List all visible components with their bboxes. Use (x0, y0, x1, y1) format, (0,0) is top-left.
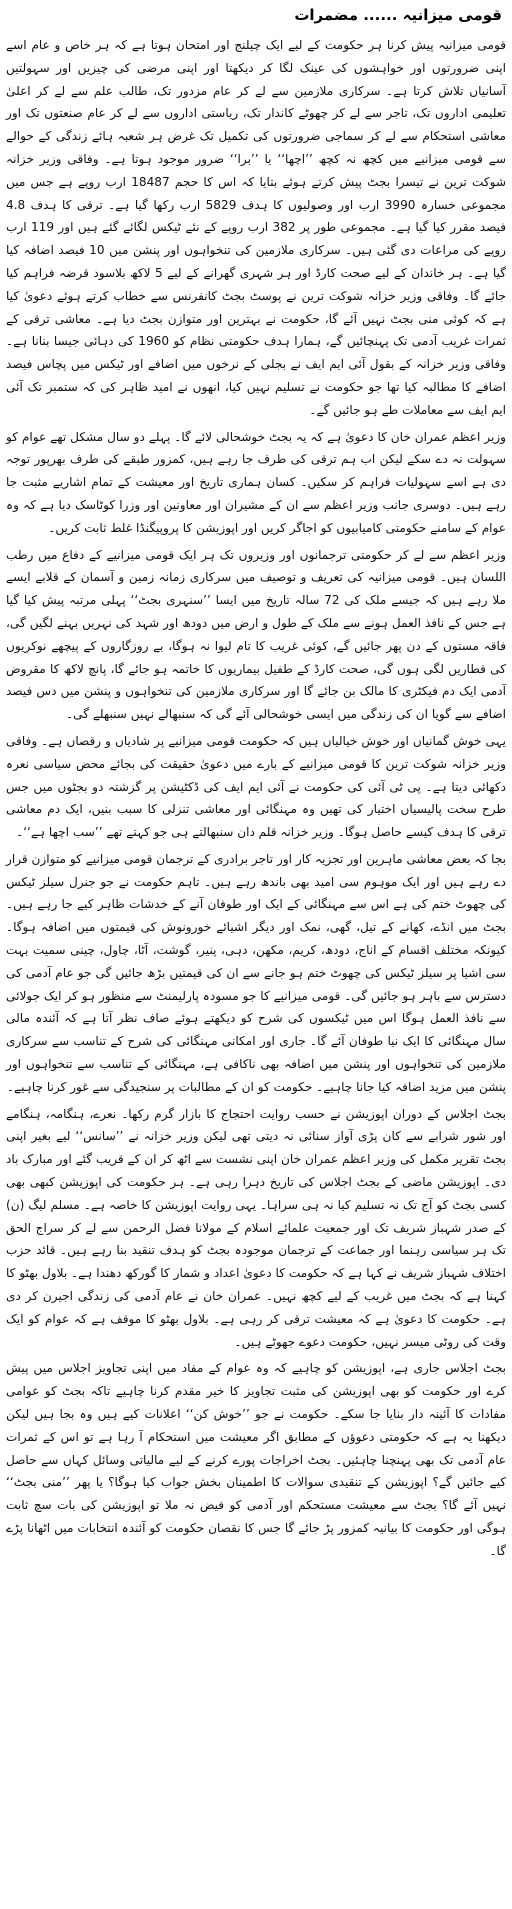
paragraph-6: بجٹ اجلاس کے دوران اپوزیشن نے حسب روایت احتجاج کا بازار گرم رکھا۔ نعرے، ہنگامہ، ہنگامے اور شور شرابے سے کان پڑی آواز سنائی نہ دیتی تھی لیکن وزیر خزانہ نے ’’سانس‘‘ لیے بغیر اپنی بجٹ تقریر مکمل کی وزیر اعظم عمران خان اپنی نشست سے اٹھ کر ان کے قریب گئے اور مبارک باد دی۔ اپوزیشن ماضی کے بجٹ اجلاس کی تاریخ دہرا رہی ہے۔ ہر حکومت کی اپوزیشن کبھی بھی کسی بجٹ کو آج تک نہ تسلیم کیا نہ ہی سراہا۔ یہی روایت اپوزیشن کا خاصہ ہے۔ مسلم لیگ (ن) کے صدر شہباز شریف تک اور جمعیت علمائے اسلام کے مولانا فضل الرحمن سے لے کر سراج الحق تک ہر سیاسی رہنما اور جماعت کے ترجمان موجودہ بجٹ کو ہدف تنقید بنا رہے ہیں۔ قائد حزب اختلاف شہباز شریف نے کہا ہے کہ حکومت کا دعویٰ اعداد و شمار کا گورکھ دھندا ہے۔ بلاول بھٹو کا کہنا ہے کہ بجٹ میں غریب کے لیے کچھ نہیں۔ عمران خان نے عام آدمی کی زندگی اجیرن کر دی ہے۔ حکومت کا دعویٰ ہے کہ معیشت ترقی کر رہی ہے۔ بلاول بھٹو کا موقف ہے کہ عوام کو ایک وقت کی روٹی میسر نہیں، حکومت دعوے جھوٹے ہیں۔ (6, 1106, 506, 1349)
paragraph-2: وزیر اعظم عمران خان کا دعویٰ ہے کہ یہ بجٹ خوشحالی لائے گا۔ پہلے دو سال مشکل تھے عوام کو سہولت نہ دے سکے لیکن اب ہم ترقی کی طرف جا رہے ہیں، کمزور طبقے کی طرف بھرپور توجہ دی ہے اسے سہولیات فراہم کر سکیں۔ کسان ہماری تاریخ اور معیشت کے تمام اشاریے مثبت جا رہے ہیں۔ دوسری جانب وزیر اعظم سے ان کے مشیران اور معاونین اور وزرا کوٹاسک دیا ہے کہ وہ عوام کے سامنے حکومتی کامیابیوں کو اجاگر کریں اور اپوزیشن کا پروپیگنڈا غلط ثابت کریں۔ (6, 429, 506, 535)
paragraph-4: یہی خوش گمانیاں اور خوش خیالیاں ہیں کہ حکومت قومی میزانیے پر شادیاں و رقصاں ہے۔ وفاقی وزیر خزانہ شوکت ترین کا قومی میزانیے کے بارے میں دعویٰ حقیقت کی بجائے محض سیاسی نعرہ دکھائی دیتا ہے۔ پی ٹی آئی کی حکومت نے آئی ایم ایف کی ڈکٹیشن پر گزشتہ دو بجٹوں میں جس طرح سخت پالیسیاں اختیار کی تھیں وہ مہنگائی اور معاشی تنزلی کا سبب بنیں، ایک دم معاشی ترقی کا ہدف کیسے حاصل ہوگا۔ وزیر خزانہ قلم دان سنبھالتے ہی جو کہتے تھے ’’سب اچھا ہے‘‘۔ (6, 733, 506, 840)
paragraph-1: قومی میزانیہ پیش کرنا ہر حکومت کے لیے ایک چیلنج اور امتحان ہوتا ہے کہ ہر خاص و عام اسے اپنی ضرورتوں اور خواہشوں کی عینک لگا کر دیکھتا اور اپنی مرضی کی چیزیں اور سہولتیں آسانیاں تلاش کرتا ہے۔ سرکاری ملازمین سے لے کر عام مزدور تک، طالب علم سے لے کر اعلیٰ تعلیمی اداروں تک، تاجر سے لے کر چھوٹے کاندار تک، ریاستی اداروں سے لے کر عام صنعتوں تک اور معاشی استحکام سے لے کر سماجی ضرورتوں کی تکمیل تک غرض ہر شعبہ ہائے زندگی کے حوالے سے قومی میزانیے میں کچھ نہ کچھ ’’اچھا‘‘ یا ’’برا‘‘ ضرور موجود ہوتا ہے۔ وفاقی وزیر خزانہ شوکت ترین نے تیسرا بجٹ پیش کرتے ہوئے بتایا کہ اس کا حجم 18487 ارب روپے ہے جس میں مجموعی خسارہ 3990 ارب اور وصولیوں کا ہدف 5829 ارب رکھا گیا ہے۔ ترقی کا ہدف 4.8 فیصد مقرر کیا گیا ہے۔ مجموعی طور پر 382 ارب روپے کے نئے ٹیکس لگائے گئے ہیں اور 119 ارب روپے کی مراعات دی گئی ہیں۔ سرکاری ملازمین کی تنخواہوں اور پنشن میں 10 فیصد اضافہ کیا گیا ہے۔ ہر خاندان کے لیے صحت کارڈ اور ہر شہری گھرانے کے لیے 5 لاکھ بلاسود قرضہ فراہم کیا جائے گا۔ وفاقی وزیر خزانہ شوکت ترین نے پوسٹ بجٹ کانفرنس سے خطاب کرتے ہوئے دعویٰ کیا ہے کہ کوئی منی بجٹ نہیں آئے گا، حکومت نے بہترین اور متوازن بجٹ دیا ہے۔ معاشی ترقی کے ثمرات غریب آدمی تک پہنچائیں گے، ہمارا ہدف حکومتی نظام کو 1960 کی دہائی جیسا بنانا ہے۔ وفاقی وزیر خزانہ کے بقول آئی ایم ایف نے بجلی کے نرخوں میں اضافے اور ٹیکس میں پچاس فیصد اضافے کا مطالبہ کیا تھا جو حکومت نے تسلیم نہیں کیا، انھوں نے امید ظاہر کی کہ ستمبر تک آئی ایم ایف سے معاملات طے ہو جائیں گے۔ (6, 38, 506, 417)
title-sub: مضمرات (294, 6, 358, 24)
editorial-title (6, 4, 502, 26)
paragraph-5: بجا کہ بعض معاشی ماہرین اور تجزیہ کار اور تاجر برادری کے ترجمان قومی میزانیے کو متوازن قرار دے رہے ہیں اور ایک موہوم سی امید بھی باندھ رہے ہیں۔ تاہم حکومت نے جو جنرل سیلز ٹیکس کی چھوٹ ختم کی ہے اس سے مہنگائی کے ایک اور طوفان آنے کے خدشات ظاہر کیے جا رہے ہیں۔ بجٹ میں انڈے، کھانے کے تیل، گھی، نمک اور دیگر اشیائے خورونوش کی قیمتوں میں اضافہ ہوگا۔ کیونکہ مختلف اقسام کے اناج، دودھ، کریم، مکھن، دہی، پنیر، گوشت، آٹا، چاول، چینی سمیت بہت سی اشیا پر سیلز ٹیکس کی چھوٹ ختم ہو جانے سے ان کی قیمتیں بڑھ جائیں گی جو عام آدمی کی دسترس سے باہر ہو جائیں گی۔ قومی میزانیے کا جو مسودہ پارلیمنٹ سے منظور ہو کر ایک جولائی سے نافذ العمل ہوگا اس میں ٹیکسوں کی شرح کو دیکھتے ہوئے صاف نظر آتا ہے کہ آئندہ مالی سال مہنگائی کا ایک نیا طوفان آئے گا۔ جاری اور امکانی مہنگائی کی شرح کے تناسب سے سرکاری ملازمین کی تنخواہوں اور پنشن میں اضافہ بھی ناکافی ہے، مہنگائی کے تناسب سے تنخواہوں اور پنشن میں مزید اضافہ کیا جانا چاہیے۔ حکومت کو ان کے مطالبات پر سنجیدگی سے غور کرنا چاہیے۔ (6, 851, 506, 1094)
paragraph-3: وزیر اعظم سے لے کر حکومتی ترجمانوں اور وزیروں تک ہر ایک قومی میزانیے کے دفاع میں رطب اللسان ہیں۔ قومی میزانیہ کی تعریف و توصیف میں سرکاری زمانہ زمین و آسمان کے قلابے ایسے ملا رہے ہیں کہ جیسے ملک کی 72 سالہ تاریخ میں ایسا ’’سنہری بجٹ‘‘ پہلی مرتبہ پیش کیا گیا ہے جس کے نافذ العمل ہونے سے ملک کے طول و ارض میں دودھ اور شہد کی نہریں بہنے لگیں گی، فاقہ مستوں کے دن پھر جائیں گے، کوئی غریب کا تام لیوا نہ ہوگا، بے روزگاروں کے پیچھے نوکریوں کی قطاریں لگی ہوں گی، صحت کارڈ کے طفیل بیماریوں کا خاتمہ ہو جائے گا، پانچ لاکھ کا مقروض آدمی ایک دم فیکٹری کا مالک بن جائے گا اور سرکاری ملازمین کی تنخواہوں و پنشن میں دس فیصد اضافے سے گویا ان کی زندگی میں ایسی خوشحالی آئے گی کہ سنبھالے نہیں سنبھلے گی۔ (6, 547, 507, 722)
paragraph-7: بجٹ اجلاس جاری ہے، اپوزیشن کو چاہیے کہ وہ عوام کے مفاد میں اپنی تجاویز اجلاس میں پیش کرے اور حکومت کو بھی اپوزیشن کی مثبت تجاویز کا خیر مقدم کرنا چاہیے تاکہ بجٹ کو عوامی مفادات کا آئینہ دار بنایا جا سکے۔ حکومت نے جو ’’خوش کن‘‘ اعلانات کیے ہیں وہ بجا ہیں لیکن دیکھنا یہ ہے کہ حکومتی دعوؤں کے مطابق اگر معیشت میں استحکام آ رہا ہے تو اس کے ثمرات عام آدمی تک بھی پہنچنا چاہئیں۔ بجٹ اخراجات پورے کرنے کے لیے مالیاتی وسائل کہاں سے حاصل کیے جائیں گے؟ اپوزیشن کے تنقیدی سوالات کا اطمینان بخش جواب کیا ہوگا؟ یا پھر ’’منی بجٹ‘‘ نہیں آئے گا؟ بجٹ سے معیشت مستحکم اور آدمی کو فیض نہ ملا تو اپوزیشن کی بات سچ ثابت ہوگی اور حکومت کا بیانیہ کمزور پڑ جائے گا جس کا نقصان حکومت کو آئندہ انتخابات میں اٹھانا پڑے گا۔ (6, 1361, 506, 1558)
title-main: قومی میزانیہ (402, 6, 502, 24)
title-separator: ...... (363, 6, 398, 24)
